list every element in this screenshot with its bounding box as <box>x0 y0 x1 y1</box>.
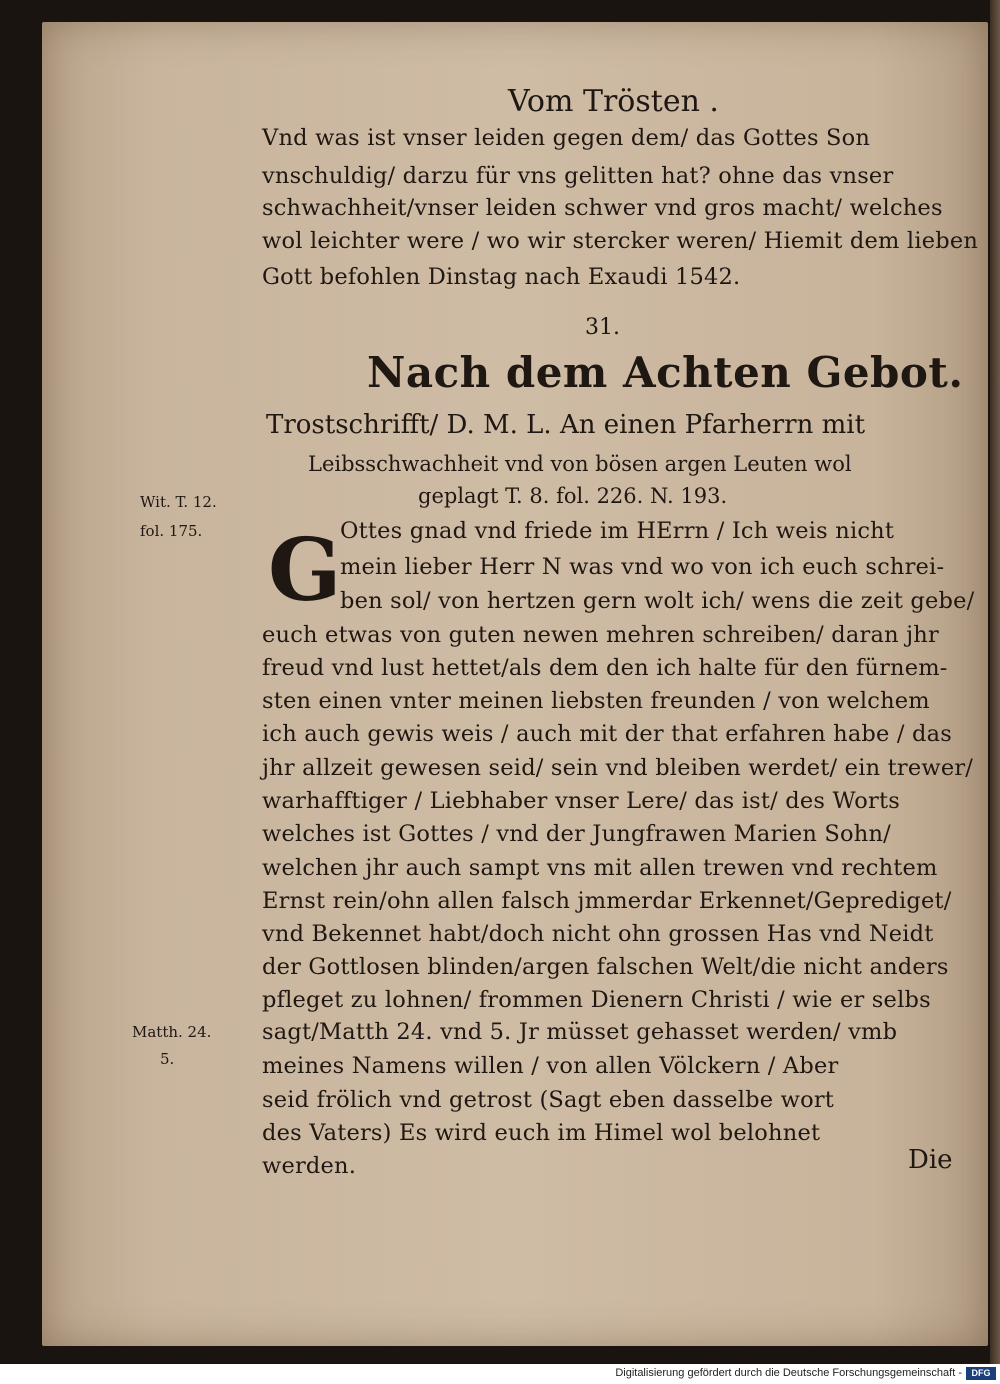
section-heading: Nach dem Achten Gebot. <box>367 348 964 397</box>
margin-note: fol. 175. <box>140 522 203 540</box>
body-line: meines Namens willen / von allen Völckern / Aber <box>262 1053 839 1079</box>
body-line: warhafftiger / Liebhaber vnser Lere/ das ist/ des Worts <box>262 788 900 814</box>
margin-note: Wit. T. 12. <box>140 493 217 511</box>
funding-credit: Digitalisierung gefördert durch die Deutsche Forschungsgemeinschaft - <box>615 1367 962 1379</box>
body-line: sten einen vnter meinen liebsten freunden / von welchem <box>262 688 930 714</box>
body-line: Ernst rein/ohn allen falsch jmmerdar Erkennet/Geprediget/ <box>262 888 952 914</box>
intro-line: schwachheit/vnser leiden schwer vnd gros macht/ welches <box>262 195 943 221</box>
intro-line: Vnd was ist vnser leiden gegen dem/ das Gottes Son <box>262 125 871 151</box>
body-line: der Gottlosen blinden/argen falschen Welt/die nicht anders <box>262 954 949 980</box>
scan-edge <box>990 0 1000 1364</box>
body-line: welches ist Gottes / vnd der Jungfrawen Marien Sohn/ <box>262 821 891 847</box>
body-line: werden. <box>262 1153 357 1179</box>
body-line: welchen jhr auch sampt vns mit allen trewen vnd rechtem <box>262 855 938 881</box>
drop-cap: G <box>268 520 342 621</box>
body-line: euch etwas von guten newen mehren schreiben/ daran jhr <box>262 622 939 648</box>
body-line: des Vaters) Es wird euch im Himel wol belohnet <box>262 1120 821 1146</box>
body-line: Ottes gnad vnd friede im HErrn / Ich weis nicht <box>340 518 895 544</box>
margin-note: Matth. 24. <box>132 1023 212 1041</box>
body-line: vnd Bekennet habt/doch nicht ohn grossen Has vnd Neidt <box>262 921 934 947</box>
body-line: ben sol/ von hertzen gern wolt ich/ wens die zeit gebe/ <box>340 588 975 614</box>
body-line: sagt/Matth 24. vnd 5. Jr müsset gehasset werden/ vmb <box>262 1019 898 1045</box>
subheading-line: Trostschrifft/ D. M. L. An einen Pfarherrn mit <box>266 410 866 440</box>
body-line: freud vnd lust hettet/als dem den ich halte für den fürnem- <box>262 655 948 681</box>
footer-bar <box>0 1364 1000 1384</box>
subheading-line: geplagt T. 8. fol. 226. N. 193. <box>418 484 728 508</box>
body-line: mein lieber Herr N was vnd wo von ich euch schrei- <box>340 554 945 580</box>
running-head: Vom Trösten . <box>508 84 719 119</box>
intro-line: vnschuldig/ darzu für vns gelitten hat? ohne das vnser <box>262 163 894 189</box>
body-line: jhr allzeit gewesen seid/ sein vnd bleiben werdet/ ein trewer/ <box>262 755 974 781</box>
body-line: pfleget zu lohnen/ frommen Dienern Christi / wie er selbs <box>262 987 931 1013</box>
body-line: seid frölich vnd getrost (Sagt eben dasselbe wort <box>262 1087 835 1113</box>
intro-line: wol leichter were / wo wir stercker weren/ Hiemit dem lieben <box>262 228 979 254</box>
body-line: ich auch gewis weis / auch mit der that erfahren habe / das <box>262 721 952 747</box>
dfg-logo-icon: DFG <box>966 1367 996 1380</box>
subheading-line: Leibsschwachheit vnd von bösen argen Leuten wol <box>308 452 852 476</box>
intro-line: Gott befohlen Dinstag nach Exaudi 1542. <box>262 264 741 290</box>
margin-note: 5. <box>160 1050 175 1068</box>
catchword: Die <box>908 1145 953 1175</box>
section-number: 31. <box>585 315 620 340</box>
